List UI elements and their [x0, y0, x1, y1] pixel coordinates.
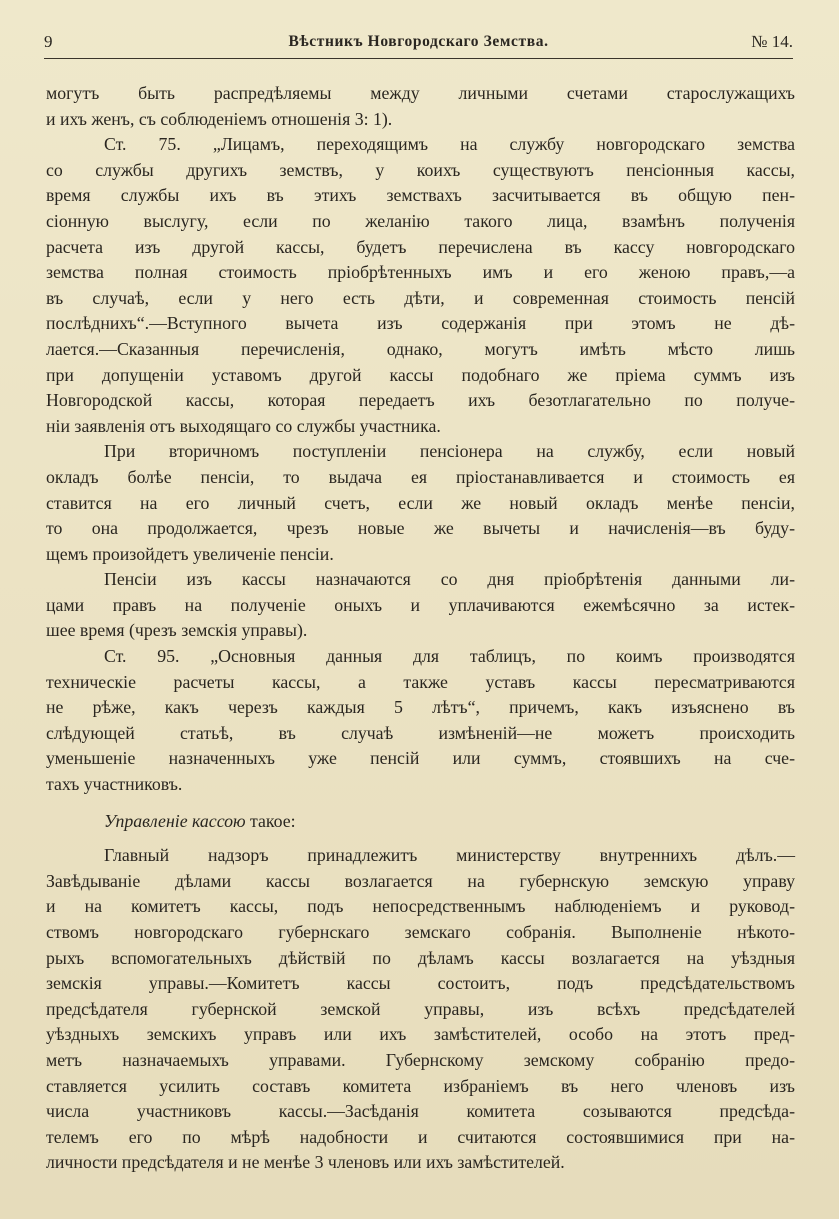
paragraph — [46, 843, 795, 1176]
text-line: окладъ болѣе пенсіи, то выдача ея пріостанавливается и стоимость ея — [46, 466, 795, 487]
text-line: цами правъ на полученіе оныхъ и уплачиваются ежемѣсячно за истек- — [46, 594, 795, 615]
text-line: щемъ произойдетъ увеличеніе пенсіи. — [46, 543, 334, 564]
text-line: шее время (чрезъ земскія управы). — [46, 620, 308, 641]
text-line: время службы ихъ въ этихъ земствахъ засчитывается въ общую пен- — [46, 185, 795, 206]
text-line: ставится на его личный счетъ, если же новый окладъ менѣе пенсіи, — [46, 492, 795, 513]
subheading-rest: такое: — [245, 810, 296, 831]
main-text — [46, 81, 795, 1176]
paragraph — [46, 644, 795, 798]
running-header — [44, 30, 793, 59]
spacer — [46, 798, 795, 809]
subheading-italic: Управленіе кассою — [104, 810, 246, 831]
paragraph — [46, 132, 795, 439]
text-line: ставляется усилить составъ комитета избраніемъ въ него членовъ изъ — [46, 1075, 795, 1096]
text-line: Главный надзоръ принадлежитъ министерству внутреннихъ дѣлъ.— — [104, 845, 795, 866]
paragraph — [46, 439, 795, 567]
spacer — [46, 834, 795, 843]
text-line: послѣднихъ“.—Вступного вычета изъ содержанія при этомъ не дѣ- — [46, 313, 795, 334]
text-line: ствомъ новгородскаго губернскаго земскаго собранія. Выполненіе нѣкото- — [46, 922, 795, 942]
text-line: Ст. 75. „Лицамъ, переходящимъ на службу новгородскаго земства — [104, 134, 795, 155]
text-line: техническіе расчеты кассы, а также уставъ кассы пересматриваются — [46, 671, 795, 692]
text-line: Новгородской кассы, которая передаетъ ихъ безотлагательно по получе- — [46, 390, 795, 411]
text-line: уменьшеніе назначенныхъ уже пенсій или суммъ, стоявшихъ на сче- — [46, 748, 795, 769]
text-line: и на комитетъ кассы, подъ непосредственнымъ наблюденіемъ и руковод- — [46, 896, 795, 917]
text-line: сіонную выслугу, если по желанію такого лица, взамѣнъ полученія — [46, 210, 795, 231]
text-line: со службы другихъ земствъ, у коихъ существуютъ пенсіонныя кассы, — [46, 159, 795, 180]
text-line: не рѣже, какъ черезъ каждыя 5 лѣтъ“, причемъ, какъ изъяснено въ — [46, 697, 795, 718]
paragraph — [46, 567, 795, 644]
text-line: могутъ быть распредѣляемы между личными счетами старослужащихъ — [46, 83, 795, 103]
text-line: Ст. 95. „Основныя данныя для таблицъ, по коимъ производятся — [104, 646, 795, 667]
text-line: то она продолжается, чрезъ новые же вычеты и начисленія—въ буду- — [46, 518, 795, 539]
journal-title: Вѣстникъ Новгородскаго Земства. — [288, 33, 549, 50]
issue-number: № 14. — [751, 32, 793, 51]
text-line: расчета изъ другой кассы, будетъ перечислена въ кассу новгородскаго — [46, 236, 795, 257]
text-line: метъ назначаемыхъ управами. Губернскому земскому собранію предо- — [46, 1049, 795, 1070]
section-subheading — [46, 809, 795, 835]
text-line: слѣдующей статьѣ, въ случаѣ измѣненій—не можетъ происходить — [46, 722, 795, 743]
text-line: при допущеніи уставомъ другой кассы подобнаго же пріема суммъ изъ — [46, 364, 795, 385]
text-line: лается.—Сказанныя перечисленія, однако, могутъ имѣть мѣсто лишь — [46, 338, 795, 359]
text-line: земства полная стоимость пріобрѣтенныхъ имъ и его женою правъ,—а — [46, 262, 795, 283]
text-line: въ случаѣ, если у него есть дѣти, и современная стоимость пенсій — [46, 287, 795, 308]
text-line: ніи заявленія отъ выходящаго со службы участника. — [46, 415, 441, 436]
text-line: и ихъ женъ, съ соблюденіемъ отношенія 3: 1). — [46, 108, 393, 129]
text-line: личности предсѣдателя и не менѣе 3 членовъ или ихъ замѣстителей. — [46, 1152, 565, 1173]
text-line: При вторичномъ поступленіи пенсіонера на службу, если новый — [104, 441, 795, 462]
text-line: числа участниковъ кассы.—Засѣданія комитета созываются предсѣда- — [46, 1101, 795, 1122]
text-line: тахъ участниковъ. — [46, 774, 183, 795]
page-number: 9 — [44, 32, 53, 51]
text-line: рыхъ вспомогательныхъ дѣйствій по дѣламъ кассы возлагается на уѣздныя — [46, 947, 795, 968]
text-line: Завѣдываніе дѣлами кассы возлагается на губернскую земскую управу — [46, 870, 795, 891]
text-line: телемъ его по мѣрѣ надобности и считаются состоявшимися при на- — [46, 1126, 795, 1147]
text-line: земскія управы.—Комитетъ кассы состоитъ, подъ предсѣдательствомъ — [46, 973, 795, 994]
paragraph — [46, 81, 795, 132]
text-line: уѣздныхъ земскихъ управъ или ихъ замѣстителей, особо на этотъ пред- — [46, 1024, 795, 1045]
text-line: Пенсіи изъ кассы назначаются со дня пріобрѣтенія данными ли- — [104, 569, 795, 590]
text-line: предсѣдателя губернской земской управы, изъ всѣхъ предсѣдателей — [46, 998, 795, 1019]
